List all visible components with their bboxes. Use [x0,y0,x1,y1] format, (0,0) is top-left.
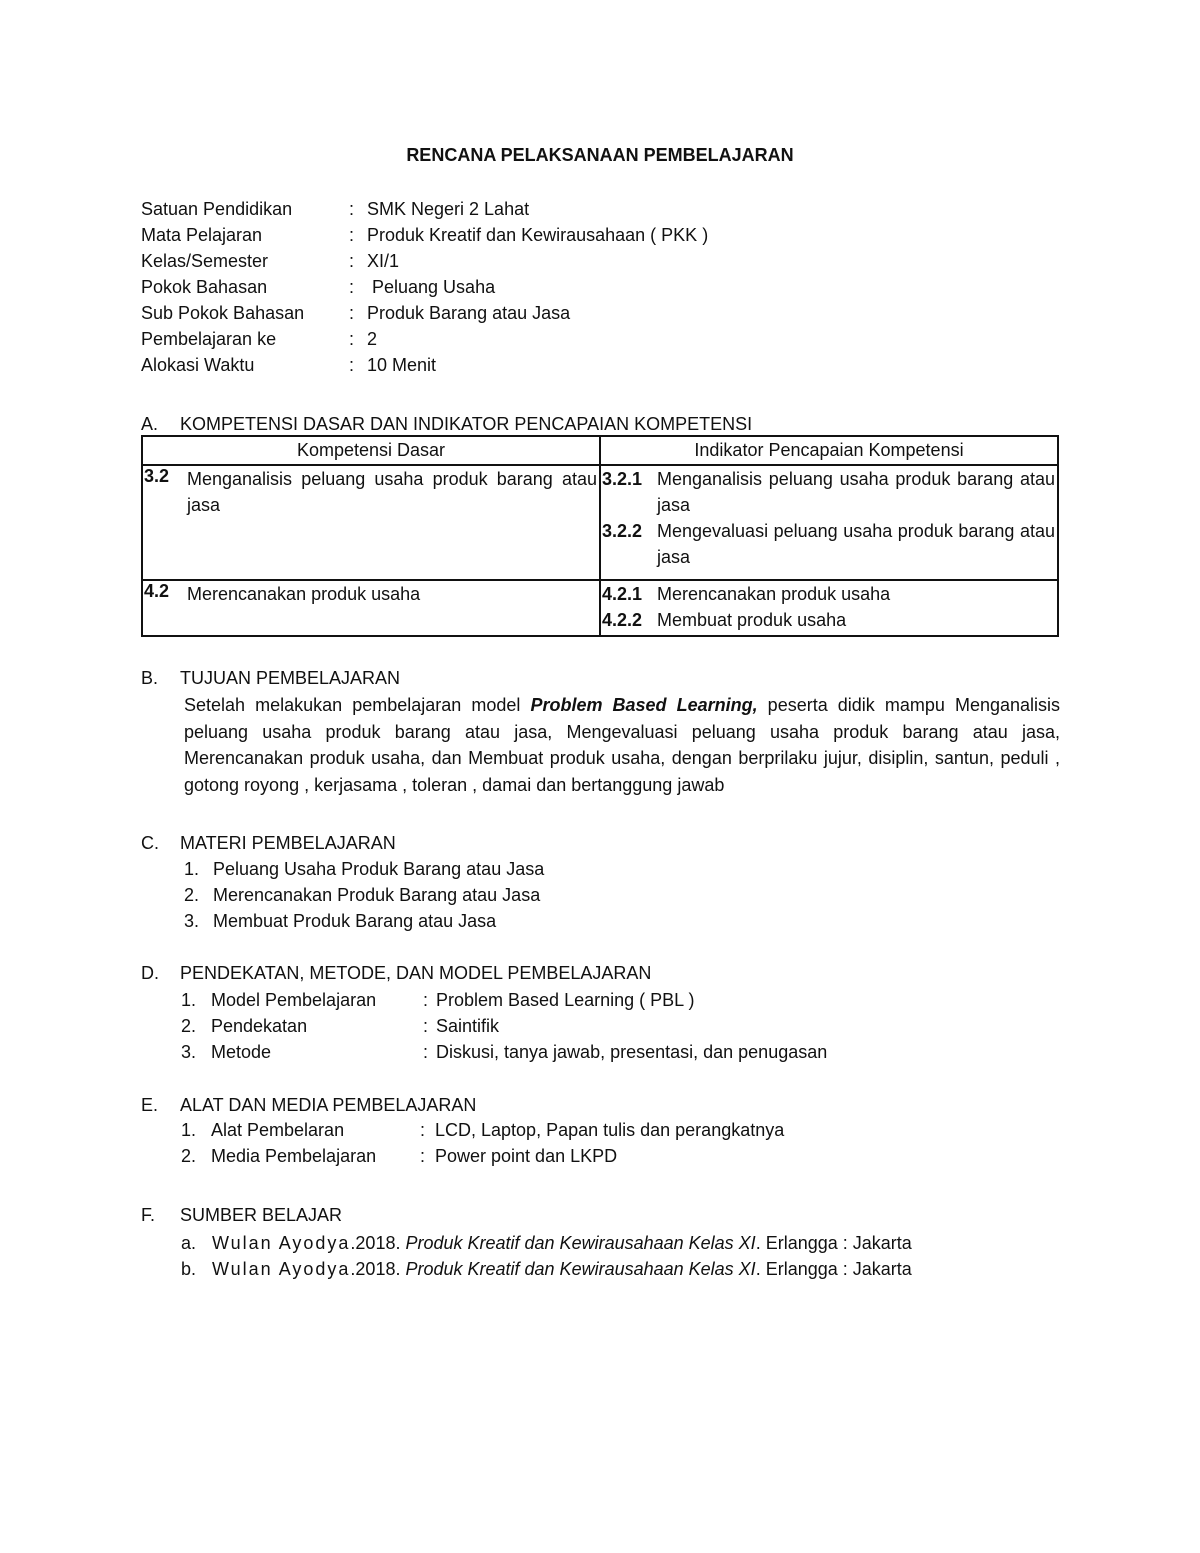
identity-label: Alokasi Waktu [141,355,255,375]
list-key: Metode [211,1042,272,1062]
identity-colon: : [349,251,355,271]
identity-label: Pokok Bahasan [141,277,268,297]
identity-value: XI/1 [367,251,400,271]
objective-paragraph [184,692,1060,798]
kd-text: Menganalisis peluang usaha produk barang atau jasa [187,469,597,515]
list-colon: : [423,1016,429,1036]
list-text: Merencanakan Produk Barang atau Jasa [213,885,541,905]
identity-label: Satuan Pendidikan [141,199,293,219]
reference-author: Wulan Ayodya [212,1259,351,1279]
identity-label: Mata Pelajaran [141,225,263,245]
identity-label: Kelas/Semester [141,251,269,271]
objective-model-name: Problem Based Learning, [530,695,758,715]
identity-value: 10 Menit [367,355,437,375]
kd-item [143,466,599,518]
section-letter: F. [141,1205,156,1225]
list-colon: : [420,1146,426,1166]
identity-colon: : [349,303,355,323]
list-key: Model Pembelajaran [211,990,377,1010]
indicator-item [601,581,1057,607]
list-text: Membuat Produk Barang atau Jasa [213,911,497,931]
identity-colon: : [349,225,355,245]
list-key: Alat Pembelaran [211,1120,345,1140]
indicator-text: Menganalisis peluang usaha produk barang atau jasa [657,469,1055,515]
section-title: SUMBER BELAJAR [180,1205,343,1225]
identity-colon: : [349,329,355,349]
indicator-text: Membuat produk usaha [657,610,847,630]
indicator-code: 4.2.2 [602,610,643,630]
identity-colon: : [349,199,355,219]
list-number: 2. [181,1146,197,1166]
section-letter: E. [141,1095,159,1115]
indicator-code: 3.2.2 [602,521,643,541]
list-value: Power point dan LKPD [435,1146,618,1166]
table-row [142,580,1058,636]
competency-table [141,435,1059,637]
reference-author: Wulan Ayodya [212,1233,351,1253]
reference-publisher: . Erlangga : Jakarta [755,1259,912,1279]
table-row [142,465,1058,580]
list-key: Media Pembelajaran [211,1146,377,1166]
section-letter: B. [141,668,159,688]
list-number: b. [181,1259,197,1279]
identity-value: Peluang Usaha [367,277,496,297]
section-title: TUJUAN PEMBELAJARAN [180,668,401,688]
indicator-text: Merencanakan produk usaha [657,584,891,604]
list-colon: : [423,1042,429,1062]
list-value: Saintifik [436,1016,500,1036]
list-number: 3. [181,1042,197,1062]
list-value: LCD, Laptop, Papan tulis dan perangkatnya [435,1120,785,1140]
indicator-item [601,518,1057,570]
list-number: 2. [184,885,200,905]
list-value: Diskusi, tanya jawab, presentasi, dan penugasan [436,1042,828,1062]
list-number: a. [181,1233,197,1253]
list-number: 1. [181,990,197,1010]
indicator-code: 4.2.1 [602,584,643,604]
kd-item [143,581,599,607]
list-number: 3. [184,911,200,931]
section-title: KOMPETENSI DASAR DAN INDIKATOR PENCAPAIAN KOMPETENSI [180,414,753,434]
section-title: MATERI PEMBELAJARAN [180,833,396,853]
list-number: 1. [181,1120,197,1140]
section-letter: C. [141,833,159,853]
indicator-item [601,607,1057,633]
identity-label: Sub Pokok Bahasan [141,303,305,323]
kd-code: 3.2 [144,466,170,486]
identity-colon: : [349,277,355,297]
kd-code: 4.2 [144,581,170,601]
list-text: Peluang Usaha Produk Barang atau Jasa [213,859,545,879]
kd-cell [142,580,600,636]
kd-text: Merencanakan produk usaha [187,584,421,604]
section-letter: D. [141,963,159,983]
reference-title: Produk Kreatif dan Kewirausahaan Kelas XI [405,1259,756,1279]
identity-colon: : [349,355,355,375]
reference-title: Produk Kreatif dan Kewirausahaan Kelas XI [405,1233,756,1253]
list-number: 1. [184,859,200,879]
list-value: Problem Based Learning ( PBL ) [436,990,695,1010]
indicator-text: Mengevaluasi peluang usaha produk barang atau jasa [657,521,1055,567]
identity-value: Produk Kreatif dan Kewirausahaan ( PKK ) [367,225,709,245]
identity-value: 2 [367,329,378,349]
table-header-cell: Kompetensi Dasar [142,436,600,465]
reference-entry [212,1230,912,1256]
section-letter: A. [141,414,159,434]
reference-publisher: . Erlangga : Jakarta [755,1233,912,1253]
indicator-code: 3.2.1 [602,469,643,489]
reference-entry [212,1256,912,1282]
document-title: RENCANA PELAKSANAAN PEMBELAJARAN [406,145,794,165]
identity-label: Pembelajaran ke [141,329,277,349]
identity-value: Produk Barang atau Jasa [367,303,571,323]
reference-year: .2018. [350,1233,406,1253]
section-title: PENDEKATAN, METODE, DAN MODEL PEMBELAJARAN [180,963,652,983]
list-colon: : [423,990,429,1010]
list-colon: : [420,1120,426,1140]
indicator-item [601,466,1057,518]
indicator-cell [600,465,1058,580]
list-number: 2. [181,1016,197,1036]
section-title: ALAT DAN MEDIA PEMBELAJARAN [180,1095,477,1115]
identity-value: SMK Negeri 2 Lahat [367,199,530,219]
objective-text-before: Setelah melakukan pembelajaran model [184,695,531,715]
kd-cell [142,465,600,580]
list-key: Pendekatan [211,1016,308,1036]
table-header-row [142,436,1058,465]
table-header-cell: Indikator Pencapaian Kompetensi [600,436,1058,465]
reference-year: .2018. [350,1259,406,1279]
indicator-cell [600,580,1058,636]
objective-text-after: peserta didik mampu Menganalisis peluang usaha produk barang atau jasa, Mengevaluasi peluang usaha produk barang atau jasa, Merencanakan produk usaha, dan Membuat produk usaha, dengan berprilaku jujur, disiplin, santun, peduli , gotong royong , kerjasama , toleran , damai dan bertanggung jawab [184,695,1061,795]
